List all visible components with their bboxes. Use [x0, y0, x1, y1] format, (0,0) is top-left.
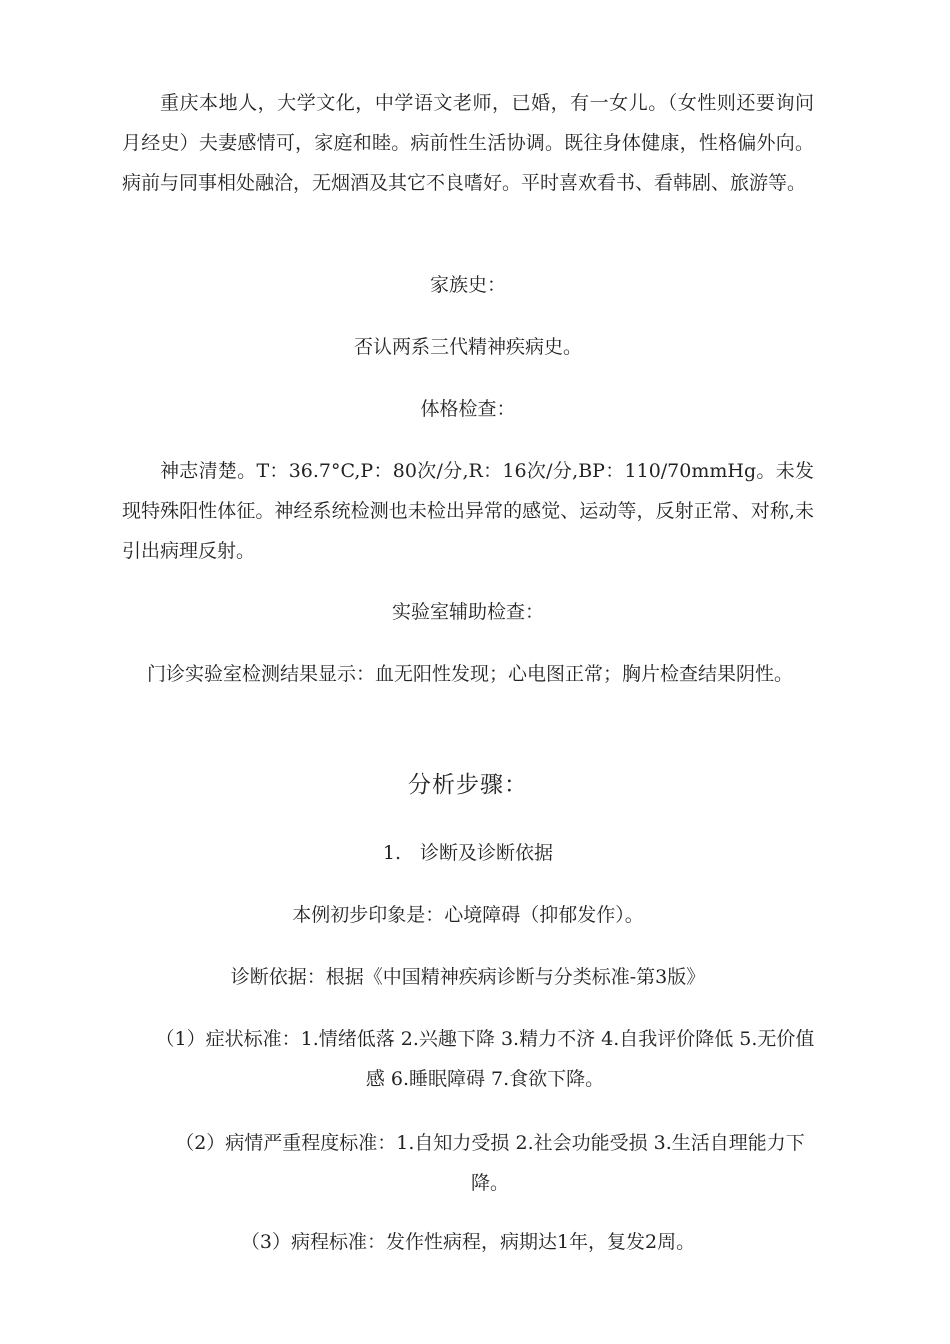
physical-exam-text: 神志清楚。T：36.7°C,P：80次/分,R：16次/分,BP：110/70mmHg。未发现特殊阳性体征。神经系统检测也未检出异常的感觉、运动等，反射正常、对称,未引出病理反射。: [122, 460, 814, 562]
lab-exam-text: 门诊实验室检测结果显示：血无阳性发现；心电图正常；胸片检查结果阴性。: [146, 663, 793, 685]
diagnosis-basis: 诊断依据：根据《中国精神疾病诊断与分类标准-第3版》: [230, 966, 706, 988]
lab-exam-title: 实验室辅助检查：: [391, 601, 544, 623]
step1-title: 1. 诊断及诊断依据: [382, 842, 554, 864]
analysis-steps-heading: 分析步骤：: [408, 772, 528, 798]
course-criteria: （3）病程标准：发作性病程，病期达1年，复发2周。: [240, 1231, 696, 1253]
personal-history-paragraph: 重庆本地人，大学文化，中学语文老师，已婚，有一女儿。（女性则还要询问月经史）夫妻感情可，家庭和睦。病前性生活协调。既往身体健康，性格偏外向。病前与同事相处融洽，无烟酒及其它不良嗜好。平时喜欢看书、看韩剧、旅游等。: [122, 92, 814, 194]
symptom-criteria: （1）症状标准：1.情绪低落 2.兴趣下降 3.精力不济 4.自我评价降低 5.无价值感 6.睡眠障碍 7.食欲下降。: [155, 1028, 815, 1090]
severity-criteria: （2）病情严重程度标准：1.自知力受损 2.社会功能受损 3.生活自理能力下降。: [175, 1132, 805, 1194]
preliminary-impression: 本例初步印象是：心境障碍（抑郁发作）。: [292, 904, 644, 926]
family-history-text: 否认两系三代精神疾病史。: [353, 336, 582, 358]
physical-exam-title: 体格检查：: [420, 398, 516, 420]
family-history-title: 家族史：: [429, 274, 506, 296]
